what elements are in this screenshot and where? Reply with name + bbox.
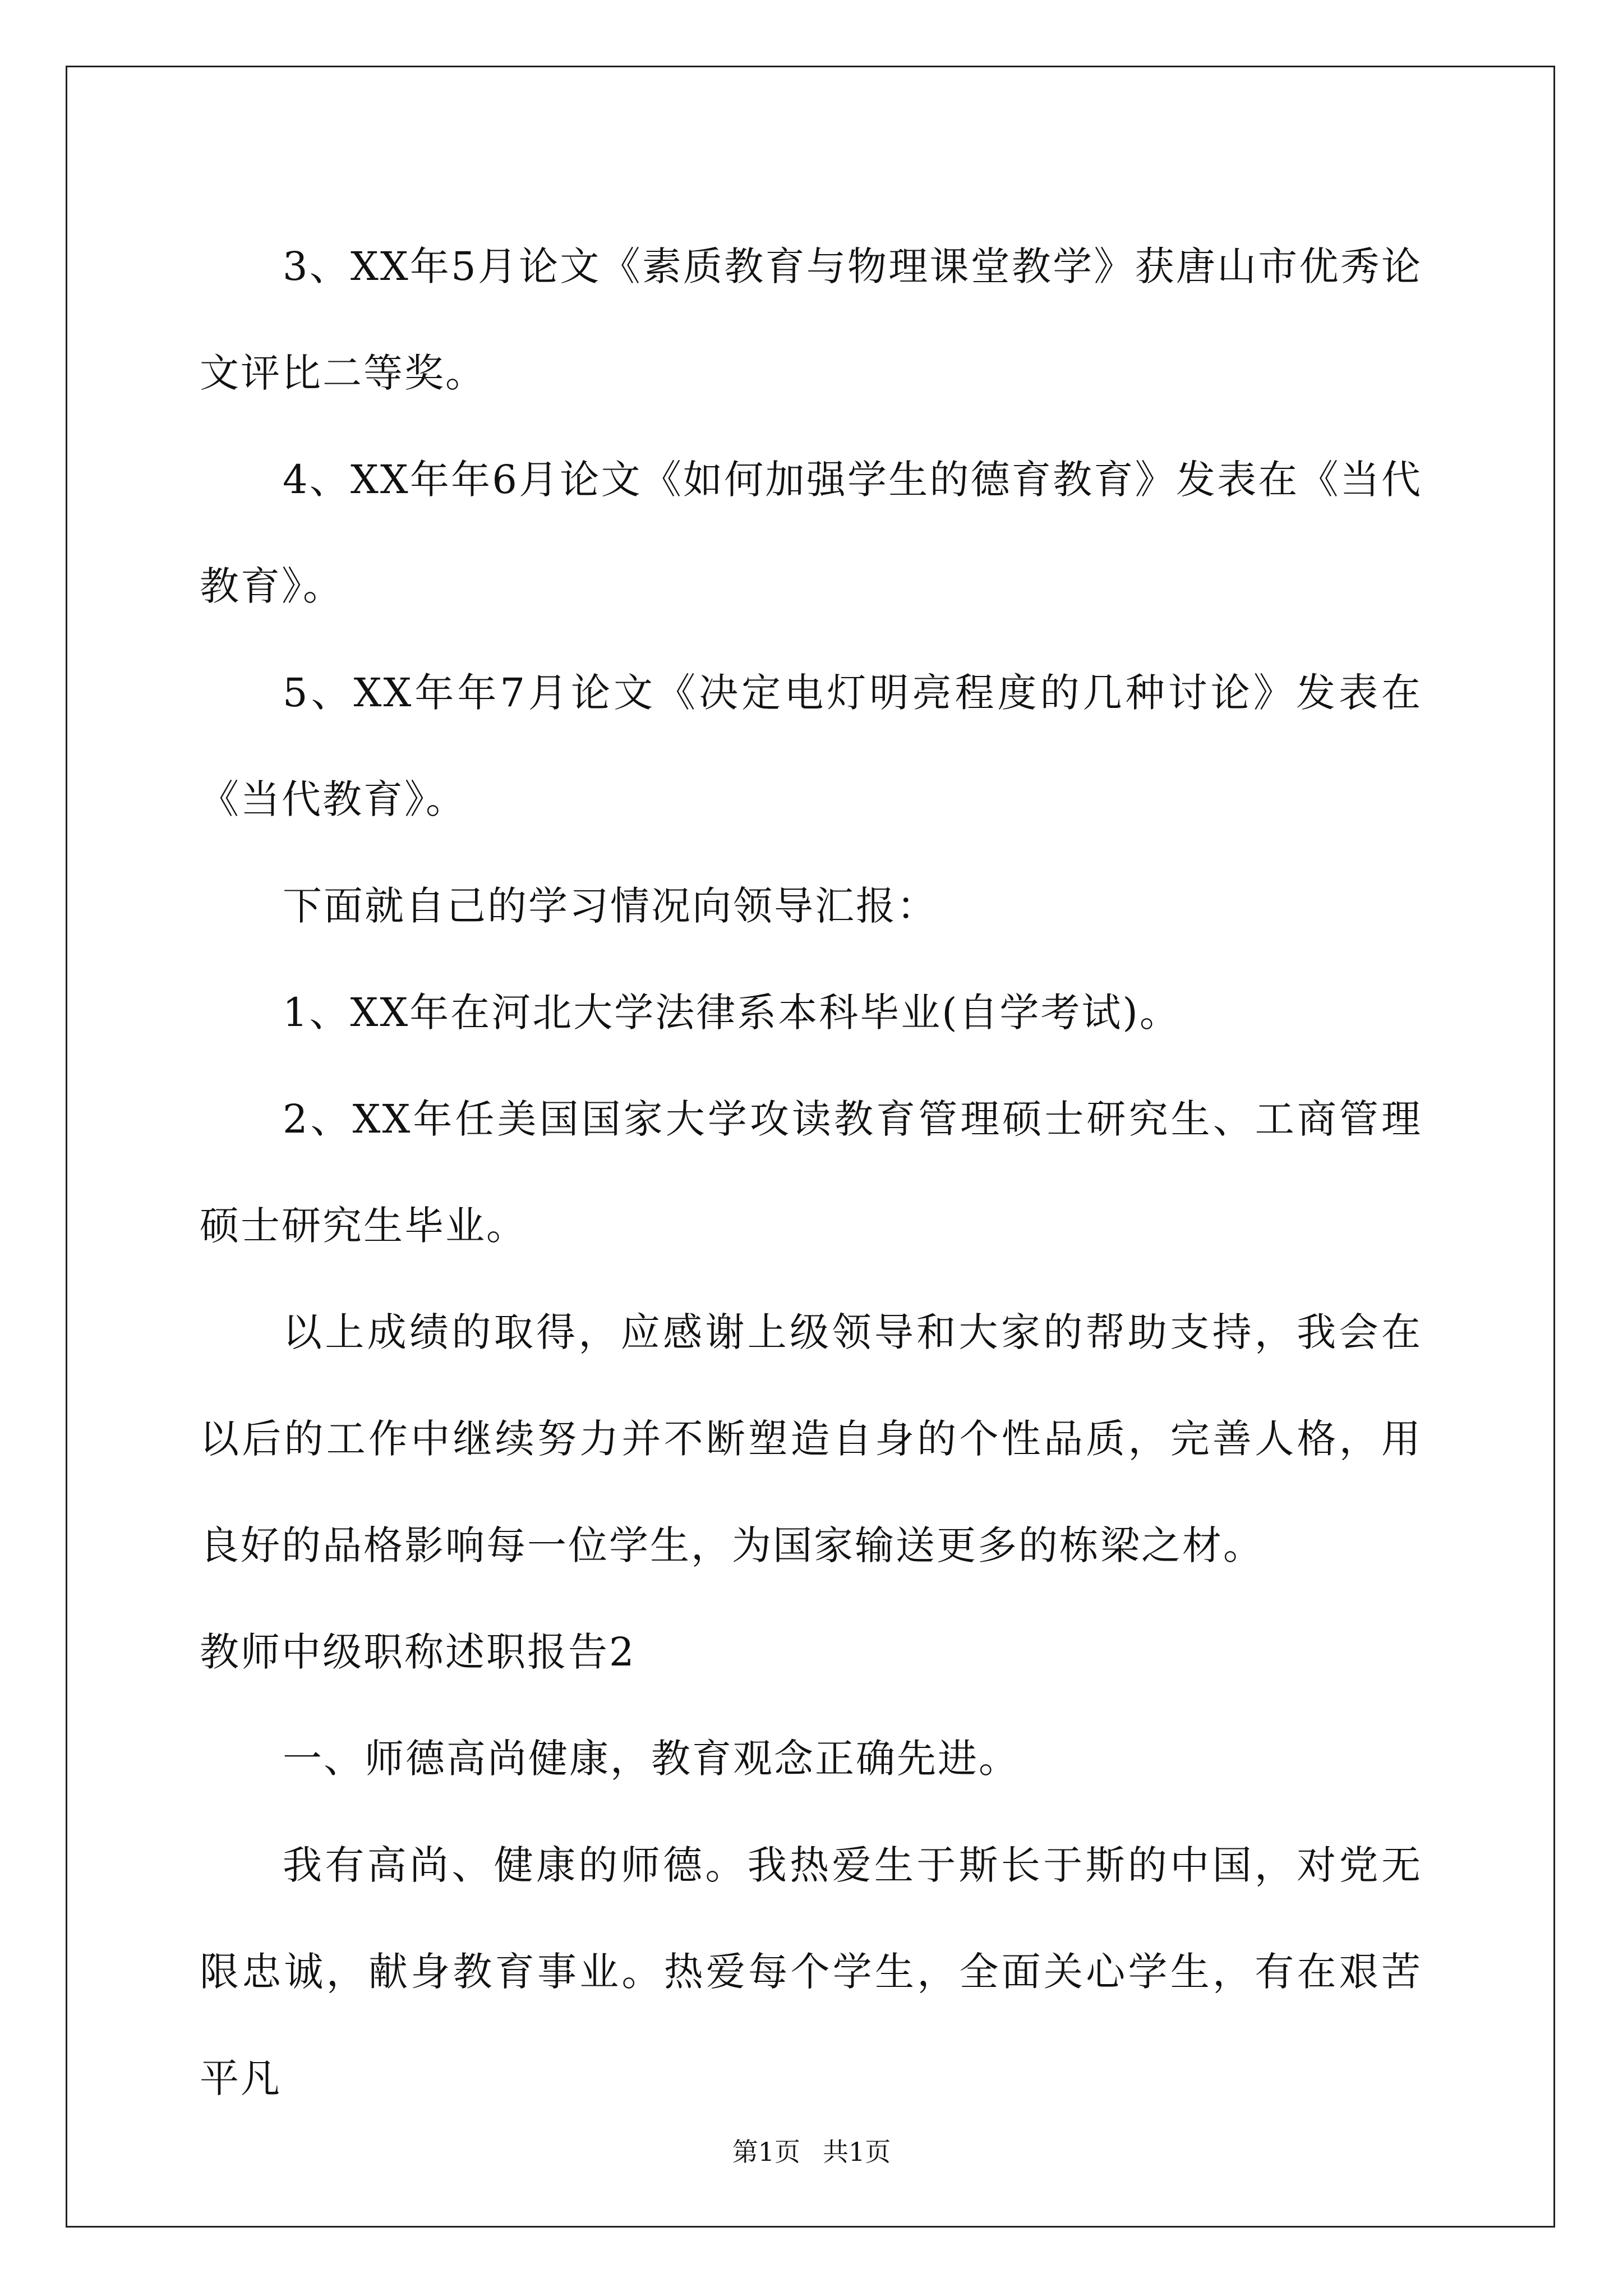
page-total: 共1页 (823, 2137, 891, 2167)
paragraph-study-1: 1、XX年在河北大学法律系本科毕业(自学考试)。 (283, 990, 1181, 1036)
document-body (200, 213, 1422, 2132)
paragraph-study-intro: 下面就自己的学习情况向领导汇报： (283, 883, 938, 929)
paragraph-paper-4: 4、XX年年6月论文《如何加强学生的德育教育》发表在《当代教育》。 (200, 457, 1422, 609)
paragraph-conclusion: 以上成绩的取得，应感谢上级领导和大家的帮助支持，我会在以后的工作中继续努力并不断塑造自身的个性品质，完善人格，用良好的品格影响每一位学生，为国家输送更多的栋梁之材。 (200, 1309, 1422, 1568)
paragraph-award-3: 3、XX年5月论文《素质教育与物理课堂教学》获唐山市优秀论文评比二等奖。 (200, 243, 1422, 396)
paragraph-paper-5: 5、XX年年7月论文《决定电灯明亮程度的几种讨论》发表在《当代教育》。 (200, 670, 1422, 822)
page-footer (0, 2132, 1623, 2169)
paragraph-section-2: 我有高尚、健康的师德。我热爱生于斯长于斯的中国，对党无限忠诚，献身教育事业。热爱每个学生，全面关心学生，有在艰苦平凡 (200, 1842, 1422, 2101)
paragraph-study-2: 2、XX年任美国国家大学攻读教育管理硕士研究生、工商管理硕士研究生毕业。 (200, 1096, 1422, 1249)
paragraph-section-1: 一、师德高尚健康，教育观念正确先进。 (283, 1736, 1020, 1782)
section-heading: 教师中级职称述职报告2 (200, 1629, 636, 1675)
page-number: 第1页 (732, 2137, 800, 2167)
